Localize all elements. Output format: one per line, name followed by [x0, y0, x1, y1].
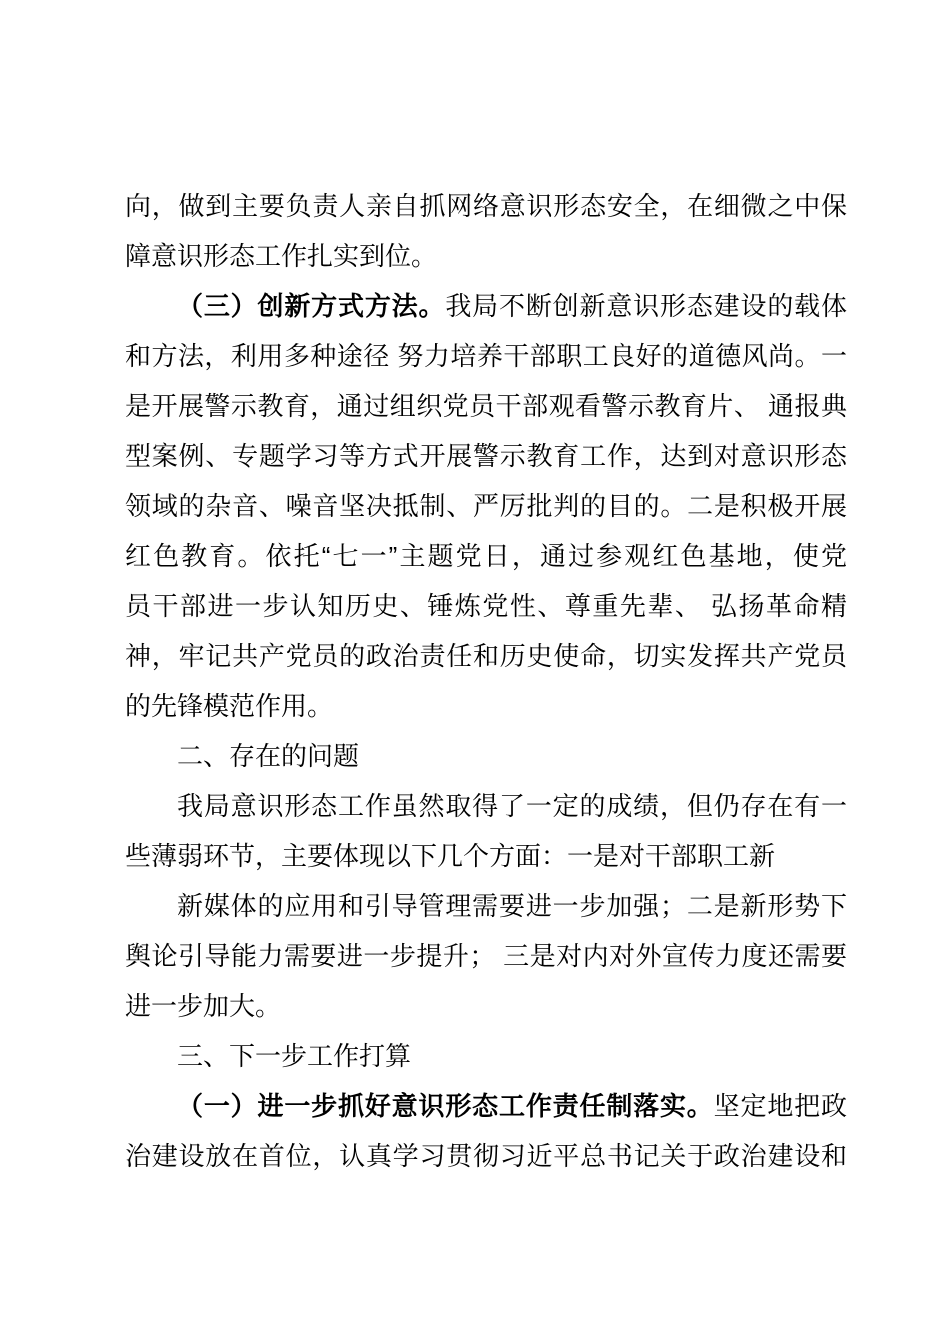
text-segment: 的先锋模范作用。 [125, 691, 334, 721]
text-segment-bold: （三）创新方式方法。 [177, 291, 446, 321]
text-line [125, 631, 847, 681]
text-line [125, 281, 847, 331]
text-line [125, 1081, 847, 1131]
text-segment: 领域的杂音、噪音坚决抵制、严厉批判的目的。二是积极开展 [125, 491, 847, 521]
text-line [125, 781, 847, 831]
text-segment: 和方法，利用多种途径 努力培养干部职工良好的道德风尚。一 [125, 341, 847, 371]
text-segment: 神，牢记共产党员的政治责任和历史使命，切实发挥共产党员 [125, 641, 847, 671]
text-segment: 我局不断创新意识形态建设的载体 [445, 291, 847, 321]
text-segment: 进一步加大。 [125, 991, 282, 1021]
text-line [125, 1131, 847, 1181]
text-segment: 治建设放在首位，认真学习贯彻习近平总书记关于政治建设和 [125, 1141, 847, 1171]
text-segment: 舆论引导能力需要进一步提升； 三是对内对外宣传力度还需要 [125, 941, 847, 971]
text-segment-bold: （一）进一步抓好意识形态工作责任制落实。 [177, 1091, 714, 1121]
text-line [125, 531, 847, 581]
text-segment: 障意识形态工作扎实到位。 [125, 241, 438, 271]
text-line [125, 881, 847, 931]
text-segment: 型案例、专题学习等方式开展警示教育工作，达到对意识形态 [125, 441, 847, 471]
text-segment: 些薄弱环节，主要体现以下几个方面：一是对干部职工新 [125, 841, 776, 871]
text-line [125, 981, 847, 1031]
text-segment: 员干部进一步认知历史、锤炼党性、尊重先辈、 弘扬革命精 [125, 591, 847, 621]
text-line [125, 431, 847, 481]
text-line [125, 181, 847, 231]
text-segment: 坚定地把政 [713, 1091, 847, 1121]
text-segment: 向，做到主要负责人亲自抓网络意识形态安全，在细微之中保 [125, 191, 847, 221]
text-segment: 红色教育。依托“七一”主题党日，通过参观红色基地，使党 [125, 541, 847, 571]
text-line [125, 931, 847, 981]
text-segment: 三、下一步工作打算 [177, 1041, 412, 1071]
text-line [125, 831, 847, 881]
text-line [125, 681, 847, 731]
text-segment: 是开展警示教育，通过组织党员干部观看警示教育片、 通报典 [125, 391, 847, 421]
text-line [125, 731, 847, 781]
text-segment: 二、存在的问题 [177, 741, 360, 771]
text-line [125, 231, 847, 281]
text-line [125, 481, 847, 531]
text-segment: 我局意识形态工作虽然取得了一定的成绩，但仍存在有一 [177, 791, 847, 821]
text-line [125, 331, 847, 381]
text-line [125, 581, 847, 631]
document-text-block [125, 181, 847, 1181]
text-line [125, 381, 847, 431]
text-line [125, 1031, 847, 1081]
text-segment: 新媒体的应用和引导管理需要进一步加强；二是新形势下 [177, 891, 847, 921]
